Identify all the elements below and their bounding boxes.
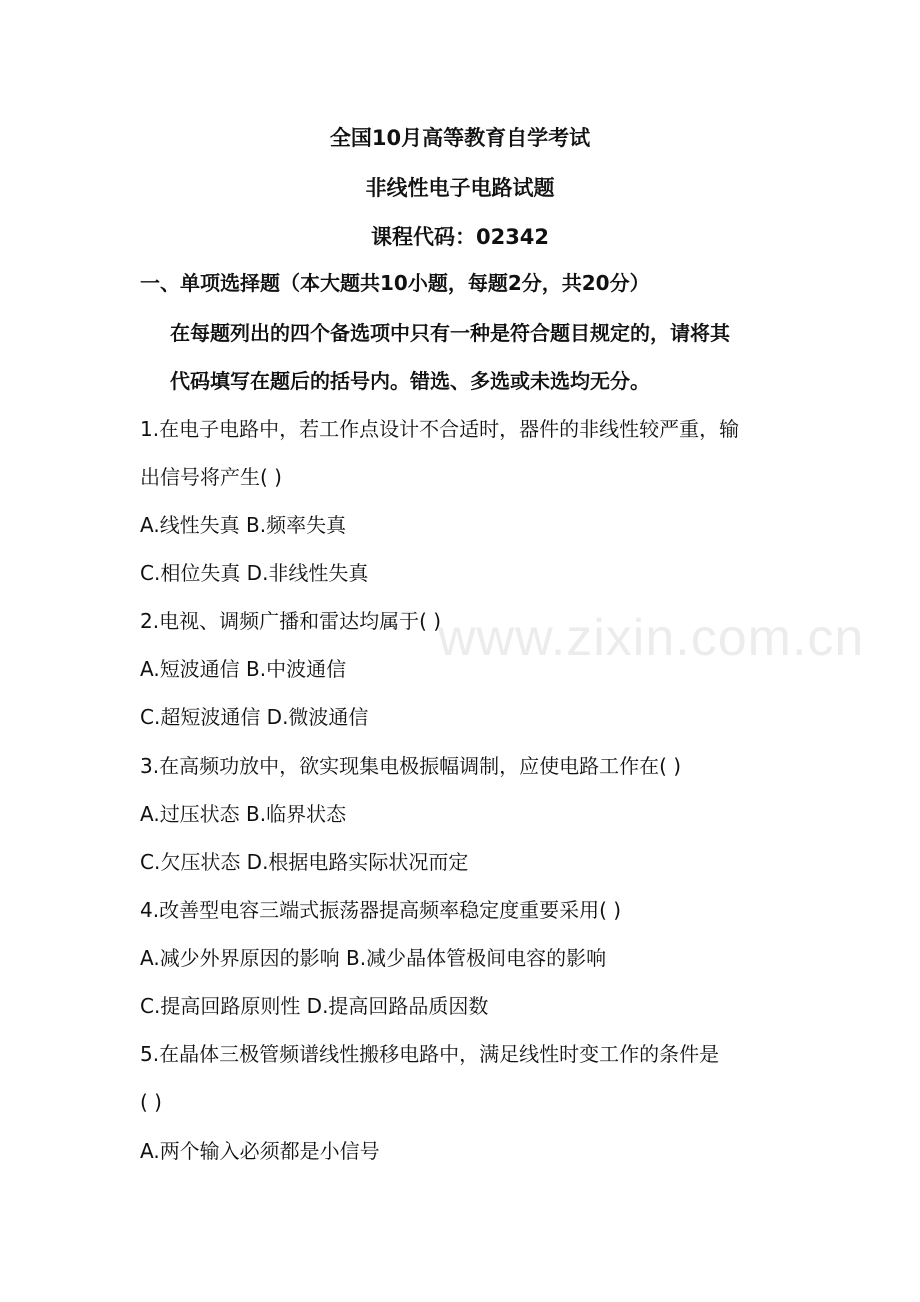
question-4-options: A.减少外界原因的影响 B.减少晶体管极间电容的影响 (140, 946, 607, 970)
page-title: 全国10月高等教育自学考试 (329, 126, 591, 150)
course-code: 课程代码：02342 (370, 225, 550, 249)
watermark: www.zixin.com.cn (438, 609, 865, 667)
question-2-options: C.超短波通信 D.微波通信 (140, 705, 369, 729)
question-3-stem: 3.在高频功放中，欲实现集电极振幅调制，应使电路工作在( ) (140, 754, 682, 778)
question-2-options: A.短波通信 B.中波通信 (140, 657, 347, 681)
question-2-stem: 2.电视、调频广播和雷达均属于( ) (140, 609, 442, 633)
section-instruction-line: 在每题列出的四个备选项中只有一种是符合题目规定的，请将其 (170, 321, 730, 345)
question-1-stem: 1.在电子电路中，若工作点设计不合适时，器件的非线性较严重，输 (140, 417, 740, 441)
question-1-options: C.相位失真 D.非线性失真 (140, 561, 369, 585)
question-5-options: A.两个输入必须都是小信号 (140, 1139, 380, 1163)
question-5-stem: 5.在晶体三极管频谱线性搬移电路中，满足线性时变工作的条件是 (140, 1042, 720, 1066)
question-4-stem: 4.改善型电容三端式振荡器提高频率稳定度重要采用( ) (140, 898, 622, 922)
question-3-options: C.欠压状态 D.根据电路实际状况而定 (140, 850, 469, 874)
question-4-options: C.提高回路原则性 D.提高回路品质因数 (140, 994, 489, 1018)
question-3-options: A.过压状态 B.临界状态 (140, 802, 347, 826)
exam-subtitle: 非线性电子电路试题 (365, 176, 555, 200)
question-1-stem-continued: 出信号将产生( ) (140, 465, 282, 489)
question-5-stem-continued: ( ) (140, 1090, 162, 1114)
question-1-options: A.线性失真 B.频率失真 (140, 513, 347, 537)
section-instruction-line: 代码填写在题后的括号内。错选、多选或未选均无分。 (170, 369, 650, 393)
section-heading: 一、单项选择题（本大题共10小题，每题2分，共20分） (140, 271, 650, 295)
